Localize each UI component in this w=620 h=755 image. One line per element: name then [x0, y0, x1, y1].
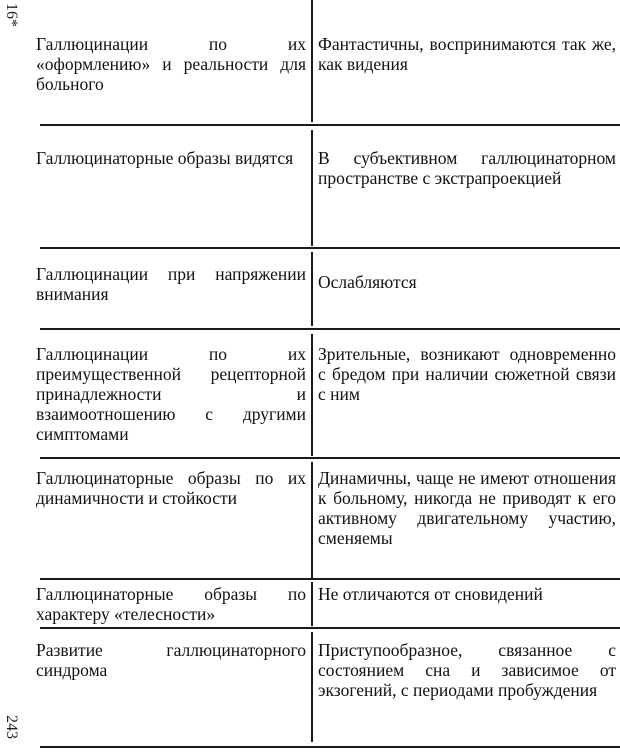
row-rule: [40, 328, 620, 330]
description-cell: Динамичны, чаще не имеют отношения к больному, никогда не приводят к его активному двигательному участию, сменяемы: [318, 468, 616, 548]
column-divider: [311, 582, 313, 626]
description-cell: В субъективном галлюцинаторном пространстве с экстрапроекцией: [318, 148, 616, 188]
column-divider: [311, 632, 313, 742]
column-divider: [311, 334, 313, 456]
column-divider: [311, 0, 313, 122]
row-rule: [40, 746, 620, 748]
running-head: 16*: [3, 3, 20, 27]
criterion-cell: Галлюцинации по их «оформлению» и реальности для больного: [36, 34, 306, 94]
description-cell: Приступообразное, связанное с состоянием сна и зависимое от экзогений, с периодами пробуждения: [318, 640, 616, 700]
description-cell: Не отличаются от сновидений: [318, 584, 543, 604]
criterion-cell: Галлюцинаторные образы по характеру «телесности»: [36, 584, 306, 624]
criterion-cell: Галлюцинаторные образы видятся: [36, 148, 294, 168]
criterion-cell: Развитие галлюцинаторного синдрома: [36, 640, 306, 680]
description-cell: Зрительные, возникают одновременно с бредом при наличии сюжетной связи с ним: [318, 344, 616, 404]
row-rule: [40, 124, 620, 126]
column-divider: [311, 252, 313, 326]
criterion-cell: Галлюцинаторные образы по их динамичности и стойкости: [36, 468, 306, 508]
row-rule: [40, 457, 620, 459]
criterion-cell: Галлюцинации при напряжении внимания: [36, 264, 306, 304]
description-cell: Фантастичны, воспринимаются так же, как видения: [318, 34, 616, 74]
column-divider: [311, 462, 313, 578]
column-divider: [311, 130, 313, 246]
row-rule: [40, 578, 620, 580]
description-cell: Ослабляются: [318, 272, 417, 292]
criterion-cell: Галлюцинации по их преимущественной рецепторной принадлежности и взаимоотношению с другими симптомами: [36, 344, 306, 444]
page-number: 243: [3, 715, 20, 739]
row-rule: [40, 247, 620, 249]
row-rule: [40, 627, 620, 629]
